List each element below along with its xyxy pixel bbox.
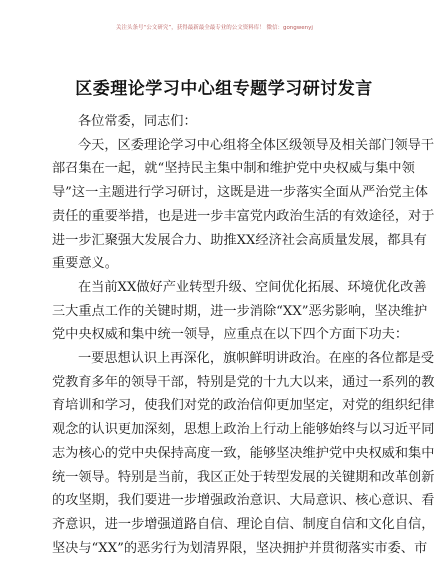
paragraph-line: 育培训和学习，使我们对党的政治信仰更加坚定，对党的组织纪律	[52, 398, 435, 414]
paragraph-line: 导”这一主题进行学习研讨，这既是进一步落实全面从严治党主体	[52, 185, 428, 201]
document-body	[52, 110, 435, 560]
paragraph-context	[52, 276, 428, 347]
paragraph-line: 今天，区委理论学习中心组将全体区级领导及相关部门领导干	[78, 137, 435, 153]
paragraph-line: 党教育多年的领导干部，特别是党的十九大以来，通过一系列的教	[52, 374, 435, 390]
paragraph-line: 统一领导。特别是当前，我区正处于转型发展的关键期和改革创新	[52, 469, 435, 485]
paragraph-intro	[52, 134, 435, 276]
salutation: 各位常委，同志们：	[78, 114, 197, 129]
promo-banner: 关注头条号“公文研究”，获得最新最全最专业的公文资料库！ 微信：gongwenyj	[116, 25, 313, 31]
paragraph-line: 一要思想认识上再深化，旗帜鲜明讲政治。在座的各位都是受	[78, 351, 435, 367]
paragraph-line: 志为核心的党中央保持高度一致，能够坚决维护党中央权威和集中	[52, 445, 435, 461]
paragraph-line: 党中央权威和集中统一领导，应重点在以下四个方面下功夫：	[52, 327, 409, 343]
paragraph-line: 责任的重要举措，也是进一步丰富党内政治生活的有效途径，对于	[52, 208, 435, 224]
paragraph-line: 观念的认识更加深刻，思想上政治上行动上能够始终与以习近平同	[52, 422, 435, 438]
paragraph-line: 在当前XX做好产业转型升级、空间优化拓展、环境优化改善	[78, 279, 427, 295]
paragraph-line: 部召集在一起，就“坚持民主集中制和维护党中央权威与集中领	[52, 161, 415, 177]
paragraph-line: 齐意识，进一步增强道路自信、理论自信、制度自信和文化自信，	[52, 516, 435, 532]
paragraph-line: 进一步汇聚强大发展合力、助推XX经济社会高质量发展，都具有	[52, 232, 427, 248]
paragraph-line: 重要意义。	[52, 256, 118, 272]
paragraph-point-one	[52, 347, 435, 560]
paragraph-line: 的攻坚期，我们要进一步增强政治意识、大局意识、核心意识、看	[52, 493, 435, 509]
paragraph-line: 坚决与“XX”的恶劣行为划清界限，坚决拥护并贯彻落实市委、市	[52, 540, 428, 556]
document-title: 区委理论学习中心组专题学习研讨发言	[75, 79, 373, 99]
paragraph-line: 三大重点工作的关键时期，进一步消除“XX”恶劣影响，坚决维护	[52, 303, 428, 319]
